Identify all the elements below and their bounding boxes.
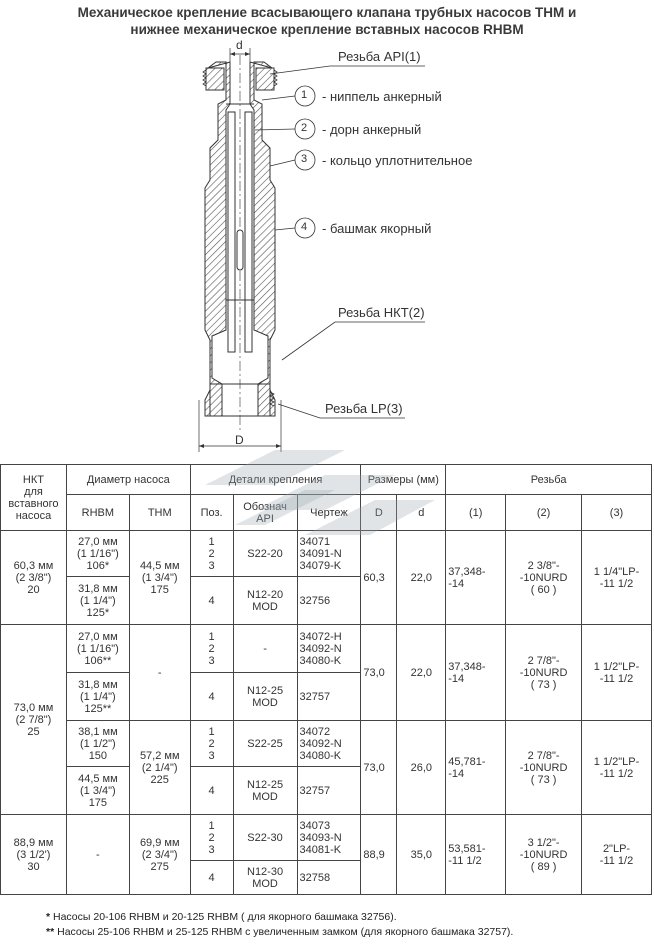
thread-nkt-label: Резьба НКТ(2) xyxy=(338,305,425,320)
drawing-cell: 34071 34091-N 34079-K xyxy=(297,531,361,577)
header-nkt: НКТ для вставного насоса xyxy=(1,465,67,531)
header-thread-3: (3) xyxy=(582,495,652,531)
header-pos: Поз. xyxy=(190,495,233,531)
nkt-cell: 88,9 мм (3 1/2') 30 xyxy=(1,815,67,895)
header-rhbm: RHBM xyxy=(66,495,129,531)
header-pump-diameter: Диаметр насоса xyxy=(66,465,190,495)
api-cell: S22-25 xyxy=(233,721,297,767)
thread-3-cell: 1 1/2"LP- -11 1/2 xyxy=(582,625,652,721)
nkt-cell: 60,3 мм (2 3/8") 20 xyxy=(1,531,67,625)
callout-text-3: - кольцо уплотнительное xyxy=(322,153,473,168)
page-title-line-2: нижнее механическое крепление вставных насосов RHBM xyxy=(130,22,524,37)
nkt-cell: 73,0 мм (2 7/8") 25 xyxy=(1,625,67,815)
drawing-cell: 34072 34092-N 34080-K xyxy=(297,721,361,767)
callout-num-4: 4 xyxy=(301,221,308,233)
header-sizes: Размеры (мм) xyxy=(361,465,446,495)
api-cell: N12-30 MOD xyxy=(233,861,297,895)
callout-text-1: - ниппель анкерный xyxy=(322,89,442,104)
nipple-left xyxy=(206,68,224,90)
footnote-2: ** Насосы 25-106 RHBM и 25-125 RHBM с увеличенным замком (для якорного башмака 32757). xyxy=(46,926,514,938)
api-cell: N12-25 MOD xyxy=(233,673,297,721)
pos-cell: 1 2 3 xyxy=(190,531,233,577)
header-d: d xyxy=(397,495,446,531)
rhbm-cell: 31,8 мм (1 1/4") 125* xyxy=(66,577,129,625)
thread-2-cell: 2 7/8"- -10NURD ( 73 ) xyxy=(506,721,582,815)
rhbm-cell: - xyxy=(66,815,129,895)
thread-2-cell: 3 1/2"- -10NURD ( 89 ) xyxy=(506,815,582,895)
pos-cell: 1 2 3 xyxy=(190,815,233,861)
watermark-logo xyxy=(195,430,445,560)
api-cell: N12-25 MOD xyxy=(233,767,297,815)
callout-text-2: - дорн анкерный xyxy=(322,122,422,137)
api-cell: N12-20 MOD xyxy=(233,577,297,625)
size-d-cell: 35,0 xyxy=(397,815,446,895)
nipple-right xyxy=(256,68,274,90)
page-title-line-1: Механическое крепление всасывающего клапана трубных насосов ТНМ и xyxy=(77,5,577,20)
thm-cell: 69,9 мм (2 3/4") 275 xyxy=(129,815,190,895)
thread-2-cell: 2 7/8"- -10NURD ( 73 ) xyxy=(506,625,582,721)
thread-1-cell: 37,348- -14 xyxy=(446,625,506,721)
dim-d-label: d xyxy=(236,38,243,52)
size-D-cell: 60,3 xyxy=(361,531,397,625)
callout-text-4: - башмак якорный xyxy=(322,221,432,236)
pos-cell: 4 xyxy=(190,577,233,625)
thread-2-cell: 2 3/8"- -10NURD ( 60 ) xyxy=(506,531,582,625)
pos-cell: 1 2 3 xyxy=(190,625,233,673)
thm-cell: 57,2 мм (2 1/4") 225 xyxy=(129,721,190,815)
api-cell: - xyxy=(233,625,297,673)
size-d-cell: 22,0 xyxy=(397,625,446,721)
drawing-cell: 32757 xyxy=(297,767,361,815)
size-d-cell: 22,0 xyxy=(397,531,446,625)
pos-cell: 1 2 3 xyxy=(190,721,233,767)
header-thread-1: (1) xyxy=(446,495,506,531)
rhbm-cell: 38,1 мм (1 1/2") 150 xyxy=(66,721,129,767)
pos-cell: 4 xyxy=(190,861,233,895)
thm-cell: 44,5 мм (1 3/4") 175 xyxy=(129,531,190,625)
size-d-cell: 26,0 xyxy=(397,721,446,815)
size-D-cell: 88,9 xyxy=(361,815,397,895)
drawing-cell: 32758 xyxy=(297,861,361,895)
drawing-cell: 32757 xyxy=(297,673,361,721)
thread-1-cell: 53,581- -11 1/2 xyxy=(446,815,506,895)
header-api: Обознач API xyxy=(233,495,297,531)
rhbm-cell: 27,0 мм (1 1/16") 106** xyxy=(66,625,129,673)
pos-cell: 4 xyxy=(190,767,233,815)
body-left-wall xyxy=(205,62,230,416)
thread-1-cell: 37,348- -14 xyxy=(446,531,506,625)
callout-num-3: 3 xyxy=(301,153,308,165)
size-D-cell: 73,0 xyxy=(361,721,397,815)
header-parts: Детали крепления xyxy=(190,465,361,495)
header-drawing: Чертеж xyxy=(297,495,361,531)
thread-3-cell: 1 1/2"LP- -11 1/2 xyxy=(582,721,652,815)
thm-cell: - xyxy=(129,625,190,721)
header-thm: ТНМ xyxy=(129,495,190,531)
mandrel-left-finger xyxy=(228,112,235,352)
mandrel-right-finger xyxy=(245,112,252,352)
thread-lp-label: Резьба LP(3) xyxy=(325,401,403,416)
header-D: D xyxy=(361,495,397,531)
rhbm-cell: 27,0 мм (1 1/16") 106* xyxy=(66,531,129,577)
body-right-wall xyxy=(250,62,275,416)
rhbm-cell: 44,5 мм (1 3/4") 175 xyxy=(66,767,129,815)
api-cell: S22-20 xyxy=(233,531,297,577)
thread-3-cell: 2"LP- -11 1/2 xyxy=(582,815,652,895)
api-cell: S22-30 xyxy=(233,815,297,861)
dim-D-label: D xyxy=(235,433,244,447)
thread-api-label: Резьба API(1) xyxy=(338,49,421,64)
thread-1-cell: 45,781- -14 xyxy=(446,721,506,815)
footnote-1: * Насосы 20-106 RHBM и 20-125 RHBM ( для якорного башмака 32756). xyxy=(46,911,397,923)
rhbm-cell: 31,8 мм (1 1/4") 125** xyxy=(66,673,129,721)
thread-3-cell: 1 1/4"LP- -11 1/2 xyxy=(582,531,652,625)
mandrel-slot xyxy=(237,230,243,270)
header-thread: Резьба xyxy=(446,465,652,495)
header-thread-2: (2) xyxy=(506,495,582,531)
callout-num-2: 2 xyxy=(301,122,308,134)
drawing-cell: 34073 34093-N 34081-K xyxy=(297,815,361,861)
drawing-cell: 34072-H 34092-N 34080-K xyxy=(297,625,361,673)
pos-cell: 4 xyxy=(190,673,233,721)
callout-num-1: 1 xyxy=(301,89,308,101)
drawing-cell: 32756 xyxy=(297,577,361,625)
size-D-cell: 73,0 xyxy=(361,625,397,721)
